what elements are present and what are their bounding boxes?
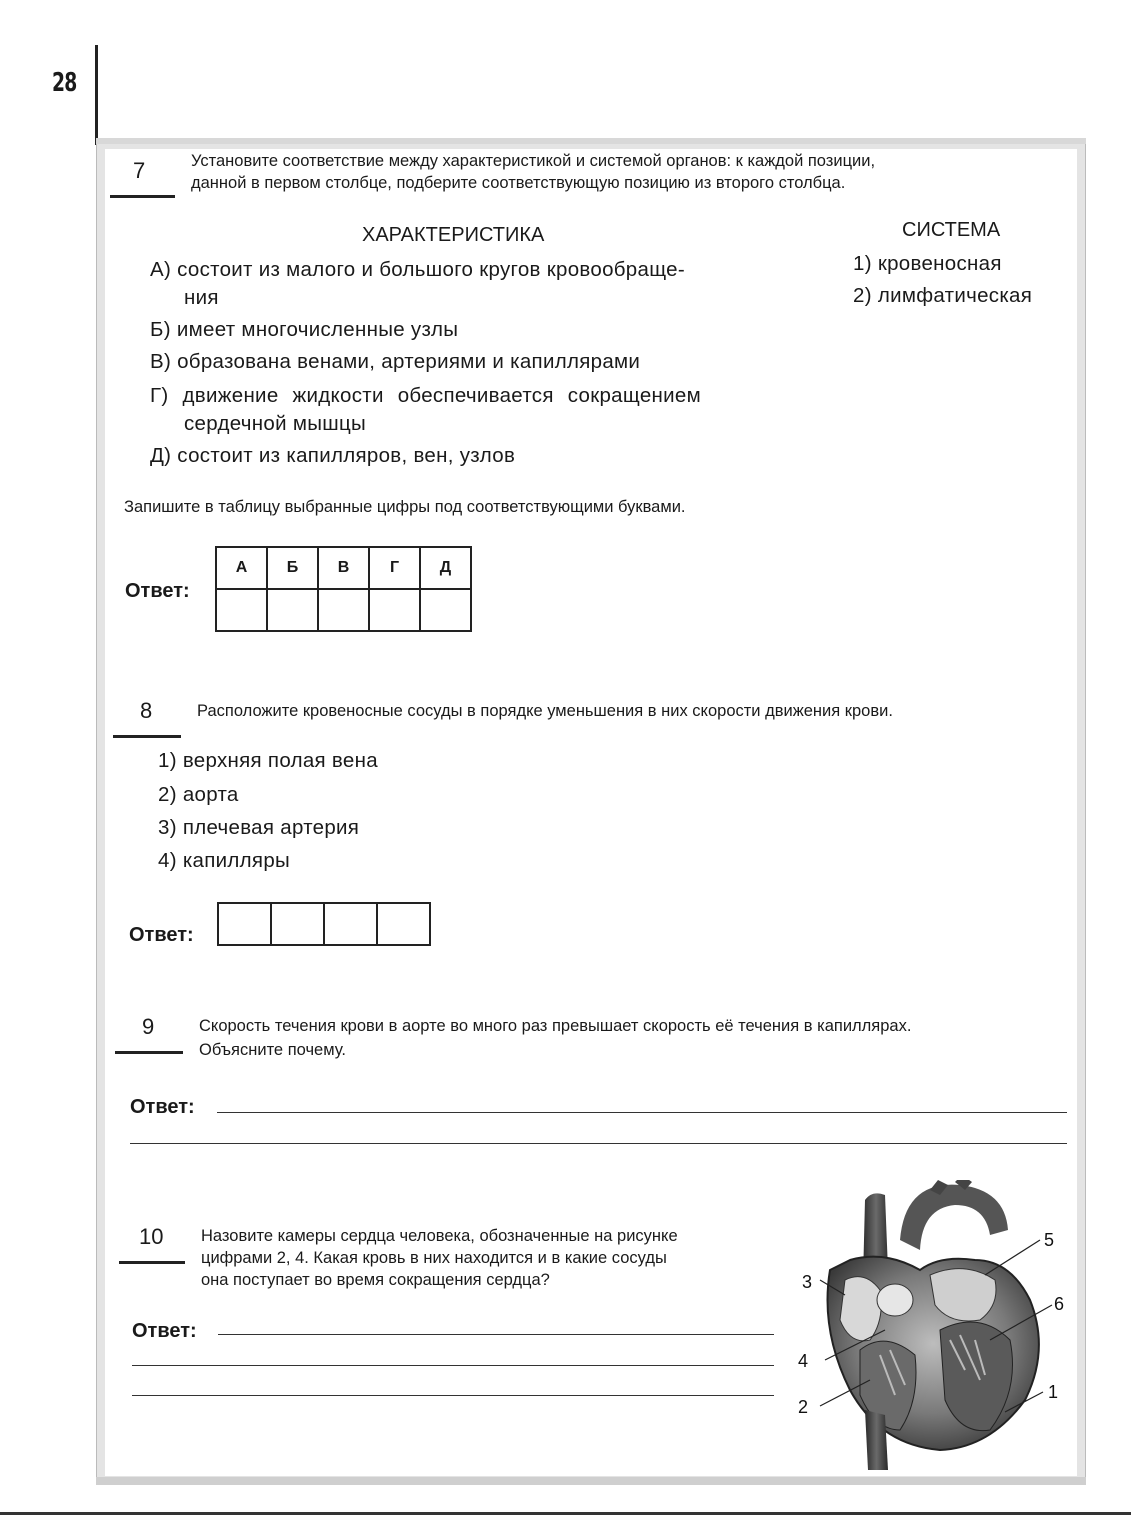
characteristic-a-cont: ния <box>184 286 219 309</box>
task8-answer-cell-1[interactable] <box>219 904 272 944</box>
task8-answer-cell-2[interactable] <box>272 904 325 944</box>
aorta-arch-shape <box>900 1185 1008 1250</box>
table-header-g: Г <box>369 547 420 589</box>
task10-prompt-line2: цифрами 2, 4. Какая кровь в них находится и в какие сосуды <box>201 1249 667 1267</box>
frame-top-border <box>96 138 1086 144</box>
characteristic-header: ХАРАКТЕРИСТИКА <box>362 224 545 246</box>
task8-option-2: 2) аорта <box>158 783 239 806</box>
task8-option-3: 3) плечевая артерия <box>158 816 360 839</box>
characteristic-b: Б) имеет многочисленные узлы <box>150 318 459 341</box>
task8-number: 8 <box>140 698 153 723</box>
figure-label-4: 4 <box>798 1351 809 1371</box>
system-1: 1) кровеносная <box>853 252 1002 275</box>
task9-answer-label: Ответ: <box>130 1096 195 1118</box>
task9-prompt-line1: Скорость течения крови в аорте во много раз превышает скорость её течения в капиллярах. <box>199 1017 912 1035</box>
answer-cell-b[interactable] <box>267 589 318 631</box>
characteristic-g-cont: сердечной мышцы <box>184 412 367 435</box>
figure-label-1: 1 <box>1048 1382 1059 1402</box>
task8-answer-boxes <box>217 902 431 946</box>
task7-prompt-line2: данной в первом столбце, подберите соответствующую позицию из второго столбца. <box>191 174 846 192</box>
characteristic-a: А) состоит из малого и большого кругов кровообраще- <box>150 258 685 281</box>
frame-bottom-border <box>96 1477 1086 1485</box>
task10-prompt-line3: она поступает во время сокращения сердца? <box>201 1271 550 1289</box>
answer-cell-g[interactable] <box>369 589 420 631</box>
task10-prompt-line1: Назовите камеры сердца человека, обозначенные на рисунке <box>201 1227 678 1245</box>
task7-prompt-line1: Установите соответствие между характеристикой и системой органов: к каждой позиции, <box>191 152 876 170</box>
task8-option-4: 4) капилляры <box>158 849 291 872</box>
task9-prompt-line2: Объясните почему. <box>199 1041 346 1059</box>
task10-answer-slot <box>119 1261 185 1264</box>
figure-label-3: 3 <box>802 1272 813 1292</box>
task10-answer-line-1[interactable] <box>218 1334 774 1335</box>
task10-answer-label: Ответ: <box>132 1320 197 1342</box>
task8-answer-cell-3[interactable] <box>325 904 378 944</box>
task10-number: 10 <box>139 1224 164 1249</box>
table-header-d: Д <box>420 547 471 589</box>
task7-instruction: Запишите в таблицу выбранные цифры под соответствующими буквами. <box>124 498 686 516</box>
task8-prompt: Расположите кровеносные сосуды в порядке уменьшения в них скорости движения крови. <box>197 702 893 720</box>
table-header-b: Б <box>267 547 318 589</box>
characteristic-v: В) образована венами, артериями и капиллярами <box>150 350 641 373</box>
task7-answer-table <box>215 546 472 632</box>
task9-answer-slot <box>115 1051 183 1054</box>
task7-answer-slot <box>110 195 175 198</box>
task10-answer-line-2[interactable] <box>132 1365 774 1366</box>
figure-label-2: 2 <box>798 1397 809 1417</box>
figure-label-5: 5 <box>1044 1230 1055 1250</box>
figure-label-6: 6 <box>1054 1294 1065 1314</box>
right-atrium-shape <box>840 1277 881 1341</box>
task9-answer-line-2[interactable] <box>130 1143 1067 1144</box>
answer-cell-a[interactable] <box>216 589 267 631</box>
characteristic-g: Г) движение жидкости обеспечивается сокращением <box>150 384 701 407</box>
task9-number: 9 <box>142 1014 155 1039</box>
task8-option-1: 1) верхняя полая вена <box>158 749 378 772</box>
page-number: 28 <box>52 68 77 98</box>
answer-cell-d[interactable] <box>420 589 471 631</box>
system-header: СИСТЕМА <box>902 219 1001 241</box>
characteristic-d: Д) состоит из капилляров, вен, узлов <box>150 444 516 467</box>
task8-answer-label: Ответ: <box>129 924 194 946</box>
task7-number: 7 <box>133 158 146 183</box>
table-header-a: А <box>216 547 267 589</box>
task8-answer-cell-4[interactable] <box>378 904 429 944</box>
task7-answer-label: Ответ: <box>125 580 190 602</box>
task10-answer-line-3[interactable] <box>132 1395 774 1396</box>
table-header-v: В <box>318 547 369 589</box>
task8-answer-slot <box>113 735 181 738</box>
system-2: 2) лимфатическая <box>853 284 1033 307</box>
footer-rule <box>0 1512 1131 1515</box>
heart-diagram <box>790 1180 1075 1470</box>
task9-answer-line-1[interactable] <box>217 1112 1067 1113</box>
answer-cell-v[interactable] <box>318 589 369 631</box>
margin-rule <box>95 45 98 145</box>
